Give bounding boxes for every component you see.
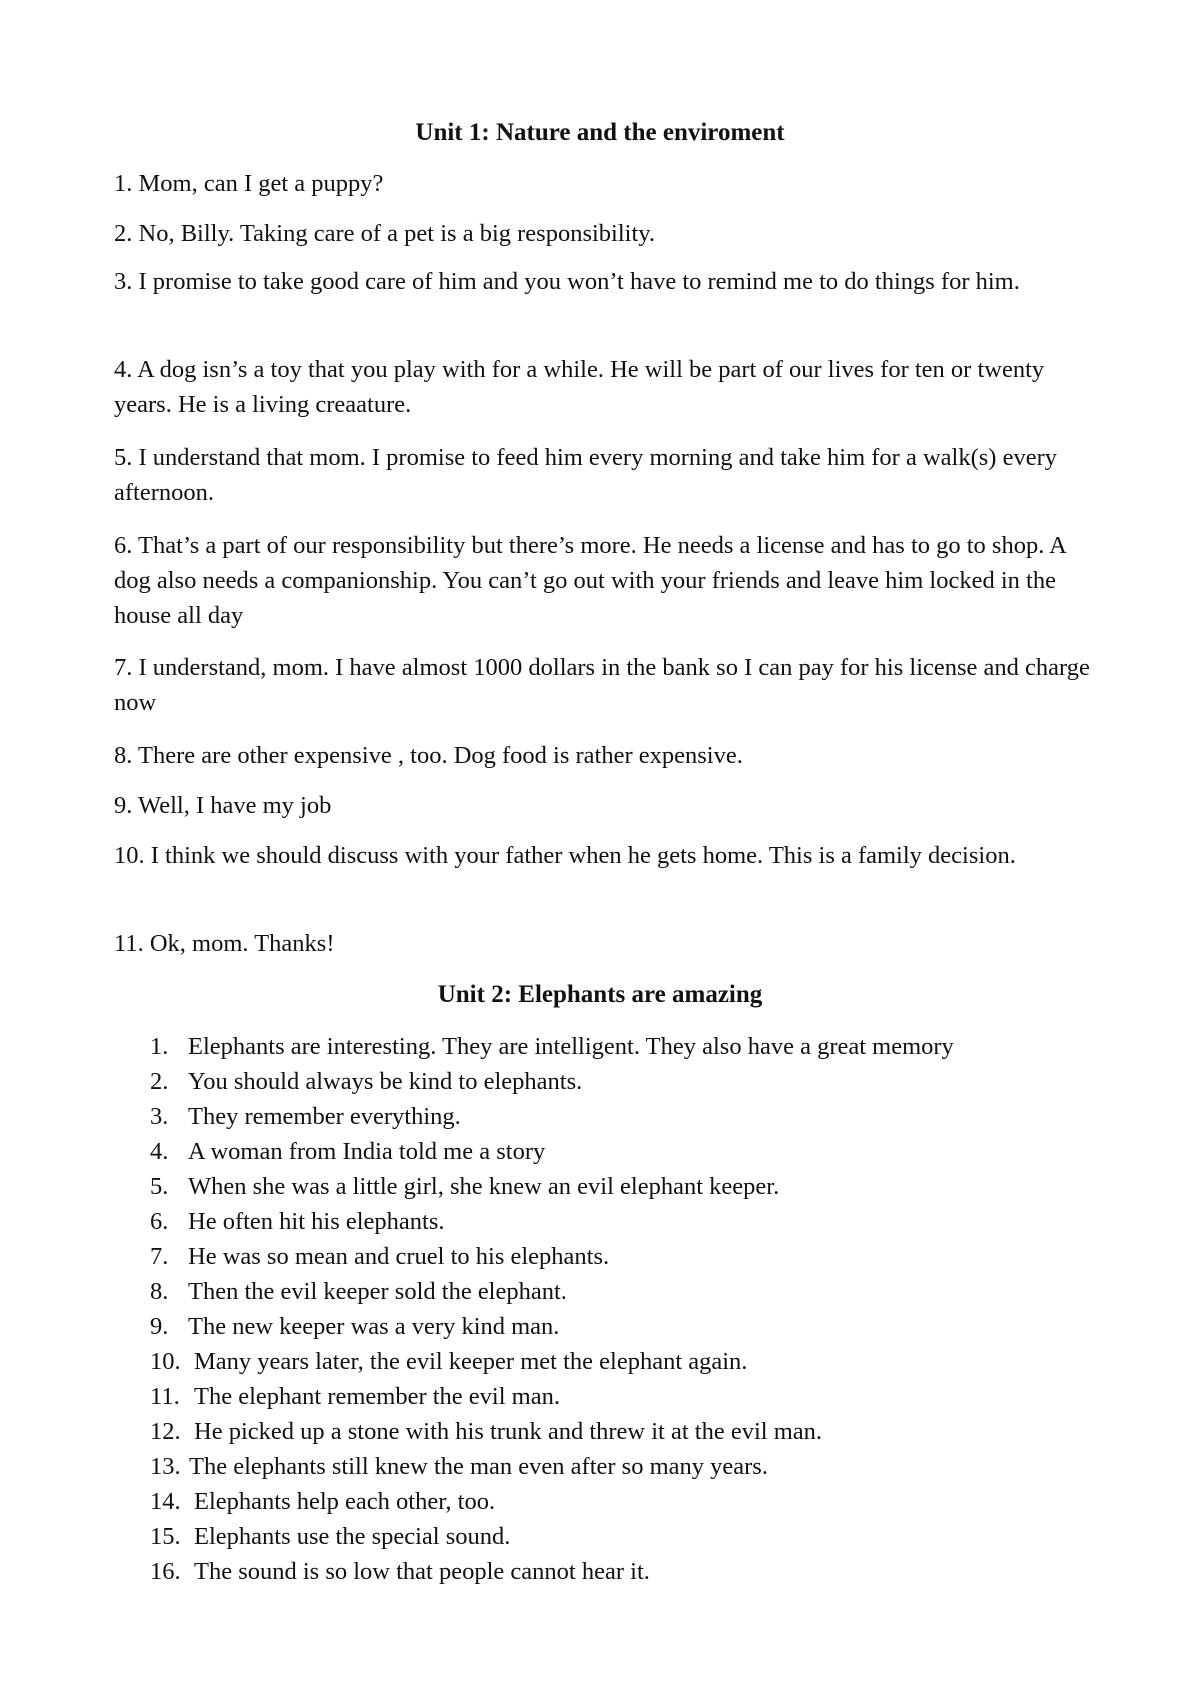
list-text: The elephants still knew the man even after so many years. bbox=[189, 1453, 768, 1480]
list-number: 8. bbox=[150, 1278, 169, 1305]
unit-1-line-3: 3. I promise to take good care of him and you won’t have to remind me to do things for him. bbox=[114, 268, 1020, 295]
list-text: They remember everything. bbox=[188, 1103, 461, 1130]
list-text: A woman from India told me a story bbox=[188, 1138, 546, 1165]
list-text: He often hit his elephants. bbox=[188, 1208, 445, 1235]
list-number: 6. bbox=[150, 1208, 169, 1235]
list-text: Then the evil keeper sold the elephant. bbox=[188, 1278, 567, 1305]
list-text: When she was a little girl, she knew an evil elephant keeper. bbox=[188, 1173, 780, 1200]
list-text: Many years later, the evil keeper met the elephant again. bbox=[194, 1348, 748, 1375]
unit-1-line-7: 7. I understand, mom. I have almost 1000 dollars in the bank so I can pay for his license and charge now bbox=[114, 654, 1090, 716]
list-text: You should always be kind to elephants. bbox=[188, 1068, 583, 1095]
list-number: 9. bbox=[150, 1313, 169, 1340]
list-text: Elephants are interesting. They are intelligent. They also have a great memory bbox=[188, 1033, 954, 1060]
list-number: 16. bbox=[150, 1558, 181, 1585]
list-text: The elephant remember the evil man. bbox=[194, 1383, 560, 1410]
list-text: Elephants use the special sound. bbox=[194, 1523, 511, 1550]
list-number: 5. bbox=[150, 1173, 169, 1200]
unit-1-line-2: 2. No, Billy. Taking care of a pet is a big responsibility. bbox=[114, 220, 656, 247]
list-number: 11. bbox=[150, 1383, 180, 1410]
list-text: Elephants help each other, too. bbox=[194, 1488, 496, 1515]
list-number: 2. bbox=[150, 1068, 169, 1095]
unit-1-line-1: 1. Mom, can I get a puppy? bbox=[114, 170, 384, 197]
unit-1-line-10: 10. I think we should discuss with your father when he gets home. This is a family decision. bbox=[114, 842, 1016, 869]
list-number: 13. bbox=[150, 1453, 181, 1480]
unit-1-line-11: 11. Ok, mom. Thanks! bbox=[114, 930, 335, 957]
list-number: 1. bbox=[150, 1033, 169, 1060]
unit-1-line-8: 8. There are other expensive , too. Dog food is rather expensive. bbox=[114, 742, 743, 769]
unit-1-line-5: 5. I understand that mom. I promise to feed him every morning and take him for a walk(s) every afternoon. bbox=[114, 444, 1057, 506]
list-number: 10. bbox=[150, 1348, 181, 1375]
unit-1-line-9: 9. Well, I have my job bbox=[114, 792, 332, 819]
unit-1-line-6: 6. That’s a part of our responsibility but there’s more. He needs a license and has to go to shop. A dog also needs a companionship. You can’t go out with your friends and leave him locked in the house all day bbox=[114, 532, 1066, 629]
list-text: He picked up a stone with his trunk and threw it at the evil man. bbox=[194, 1418, 823, 1445]
list-text: He was so mean and cruel to his elephants. bbox=[188, 1243, 610, 1270]
list-number: 14. bbox=[150, 1488, 181, 1515]
unit-2-title: Unit 2: Elephants are amazing bbox=[437, 981, 763, 1008]
list-number: 3. bbox=[150, 1103, 169, 1130]
unit-1-title: Unit 1: Nature and the enviroment bbox=[415, 119, 785, 146]
list-number: 12. bbox=[150, 1418, 181, 1445]
list-text: The sound is so low that people cannot hear it. bbox=[194, 1558, 650, 1585]
list-number: 4. bbox=[150, 1138, 169, 1165]
list-text: The new keeper was a very kind man. bbox=[188, 1313, 560, 1340]
list-number: 7. bbox=[150, 1243, 169, 1270]
list-number: 15. bbox=[150, 1523, 181, 1550]
unit-1-line-4: 4. A dog isn’s a toy that you play with for a while. He will be part of our lives for ten or twenty years. He is a living creaature. bbox=[114, 356, 1045, 418]
